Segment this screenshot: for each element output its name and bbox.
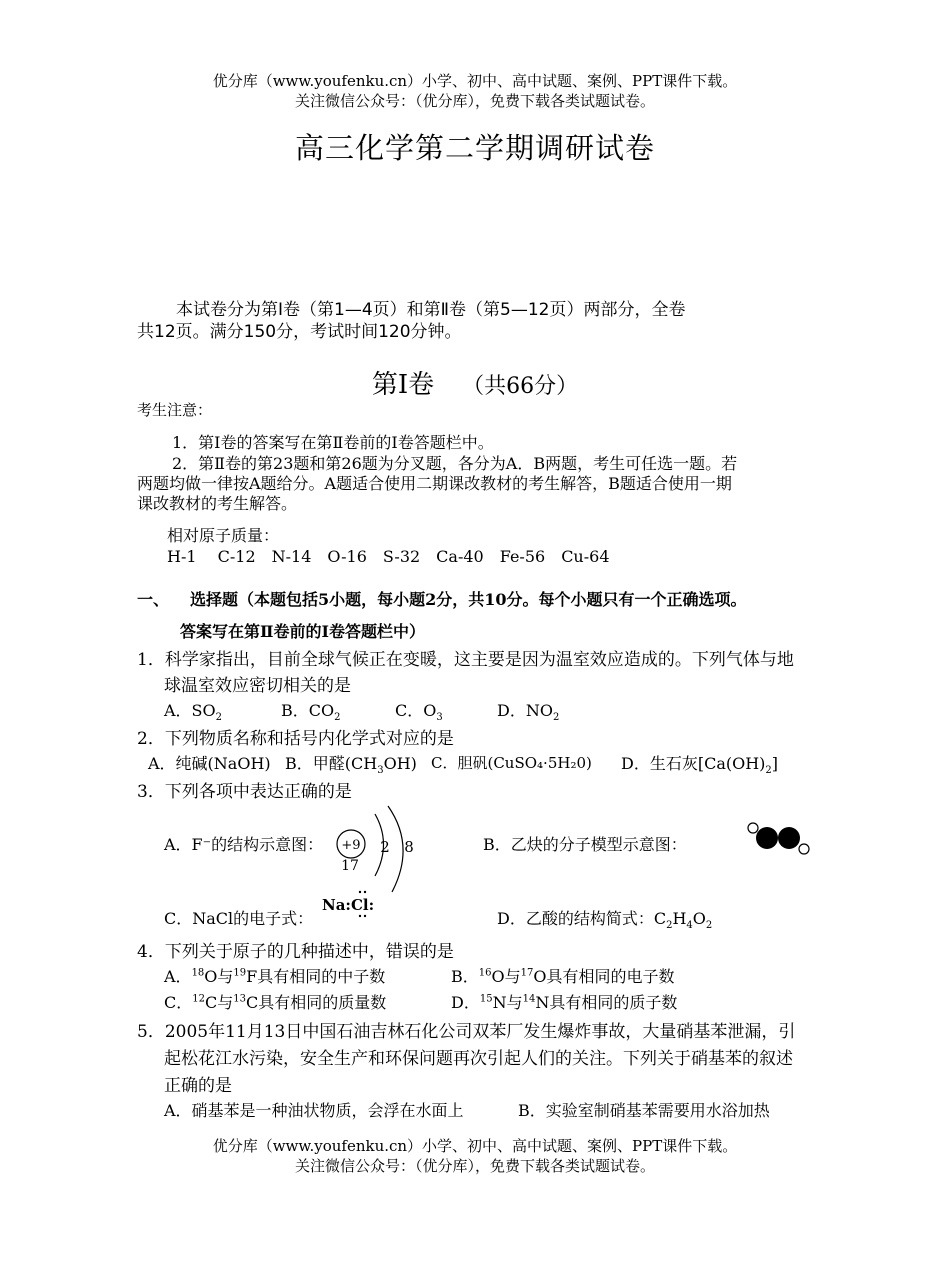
part1-number: 一、 <box>137 590 170 609</box>
footer-line-2: 关注微信公众号：（优分库），免费下载各类试题试卷。 <box>294 1157 655 1175</box>
q4-option-d: D．$^{15}$N与$^{14}$N具有相同的质子数 <box>451 993 678 1012</box>
header-line-1: 优分库（www.youfenku.cn）小学、初中、高中试题、案例、PPT课件下载。 <box>212 72 738 90</box>
footer-line-1: 优分库（www.youfenku.cn）小学、初中、高中试题、案例、PPT课件下载。 <box>212 1137 738 1155</box>
shell-2-count: 8 <box>404 838 414 856</box>
intro-line-2: 共12页。满分150分，考试时间120分钟。 <box>137 322 462 342</box>
notice-item-2-line-3: 课改教材的考生解答。 <box>137 494 298 513</box>
q2-stem: 2．下列物质名称和括号内化学式对应的是 <box>137 729 454 749</box>
notice-item-2-line-2: 两题均做一律按A题给分。A题适合使用二期课改教材的考生解答，B题适合使用一期 <box>137 474 732 493</box>
header-line-2: 关注微信公众号：（优分库），免费下载各类试题试卷。 <box>294 92 655 110</box>
q2-option-c: C．胆矾(CuSO₄·5H₂0) <box>431 754 592 772</box>
intro-line-1: 本试卷分为第Ⅰ卷（第1—4页）和第Ⅱ卷（第5—12页）两部分，全卷 <box>176 300 686 320</box>
q5-stem-line-2: 起松花江水污染，安全生产和环保问题再次引起人们的关注。下列关于硝基苯的叙述 <box>164 1049 793 1069</box>
notice-item-1: 1．第I卷的答案写在第Ⅱ卷前的I卷答题栏中。 <box>172 433 494 452</box>
q4-option-b: B．$^{16}$O与$^{17}$O具有相同的电子数 <box>451 967 675 986</box>
q5-stem-line-1: 5．2005年11月13日中国石油吉林石化公司双苯厂发生爆炸事故，大量硝基苯泄漏，引 <box>137 1022 796 1042</box>
q3-option-c: C．NaCl的电子式： <box>164 909 314 928</box>
shell-1-count: 2 <box>380 838 390 856</box>
q1-option-b: B．$CO_2$ <box>281 701 341 724</box>
q4-option-a: A．$^{18}$O与$^{19}$F具有相同的中子数 <box>164 967 386 986</box>
atomic-mass-values: H-1 C-12 N-14 O-16 S-32 Ca-40 Fe-56 Cu-64 <box>167 547 610 566</box>
q1-option-c: C．$O_3$ <box>395 701 443 724</box>
q4-stem: 4．下列关于原子的几种描述中，错误的是 <box>137 942 454 962</box>
section-title: 第I卷 <box>371 370 435 400</box>
q3-option-a: A．F⁻的结构示意图： <box>164 835 324 854</box>
q5-option-b: B．实验室制硝基苯需要用水浴加热 <box>518 1101 770 1120</box>
q4-option-c: C．$^{12}$C与$^{13}$C具有相同的质量数 <box>164 993 387 1012</box>
q5-stem-line-3: 正确的是 <box>164 1076 232 1096</box>
q1-option-d: D．$NO_2$ <box>497 701 560 724</box>
q1-stem-line-2: 球温室效应密切相关的是 <box>164 676 351 696</box>
q2-option-b: B．甲醛$(CH_3OH)$ <box>285 754 417 777</box>
q2-option-a: A．纯碱(NaOH) <box>148 754 271 773</box>
nacl-electron-dots <box>352 889 376 919</box>
q2-option-d: D．生石灰$[Ca(OH)_2]$ <box>621 754 779 777</box>
part1-heading: 选择题（本题包括5小题，每小题2分，共10分。每个小题只有一个正确选项。 <box>190 590 747 609</box>
q1-stem-line-1: 1．科学家指出，目前全球气候正在变暖，这主要是因为温室效应造成的。下列气体与地 <box>137 650 794 670</box>
section-score: （共66分） <box>462 374 579 399</box>
page-title: 高三化学第二学期调研试卷 <box>294 131 655 165</box>
nacl-electron-formula: Na:Cl: <box>322 896 375 914</box>
notice-label: 考生注意： <box>137 401 213 419</box>
q3-stem: 3．下列各项中表达正确的是 <box>137 782 352 802</box>
atomic-mass-label: 相对原子质量： <box>167 526 280 545</box>
nucleus-charge: +9 <box>341 838 361 853</box>
section-heading <box>0 364 950 401</box>
electron-shell-2 <box>388 806 403 892</box>
fluoride-structure-diagram <box>330 800 430 900</box>
q5-option-a: A．硝基苯是一种油状物质，会浮在水面上 <box>164 1101 464 1120</box>
notice-item-2-line-1: 2．第Ⅱ卷的第23题和第26题为分叉题，各分为A．B两题，考生可任选一题。若 <box>172 454 738 473</box>
mass-number: 17 <box>341 858 359 874</box>
q1-option-a: A．$SO_2$ <box>164 701 223 724</box>
acetylene-model-icon <box>744 818 812 858</box>
part1-heading-line-2: 答案写在第Ⅱ卷前的I卷答题栏中） <box>180 622 425 641</box>
q3-option-b: B．乙炔的分子模型示意图： <box>483 835 687 854</box>
q3-option-d: D．乙酸的结构简式：$C_2H_4O_2$ <box>497 909 713 932</box>
